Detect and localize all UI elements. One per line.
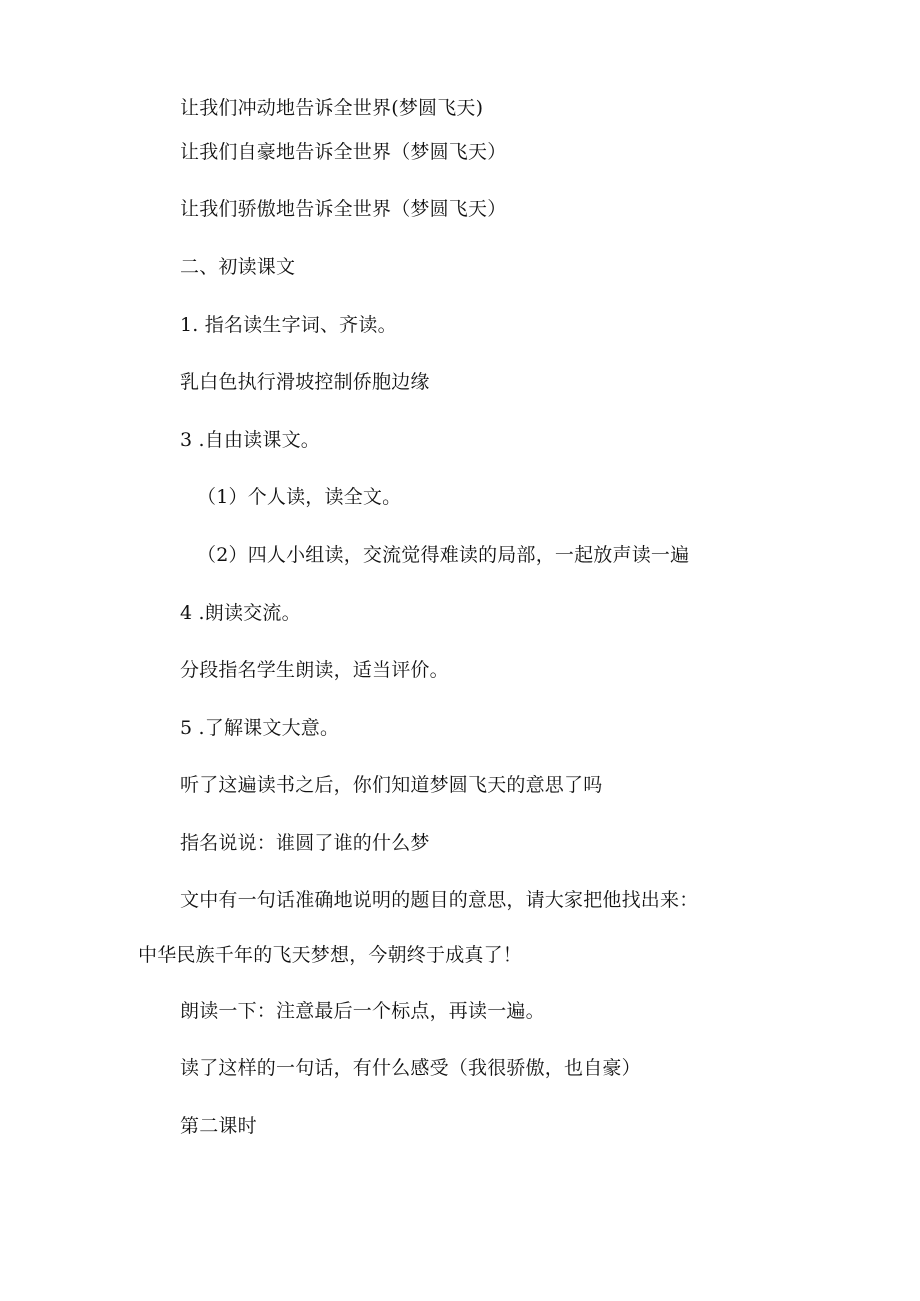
text-line-17: 朗读一下：注意最后一个标点，再读一遍。 [180,1000,545,1022]
text-line-8: （1）个人读，读全文。 [197,486,402,508]
section-heading: 二、初读课文 [180,256,296,278]
text-line-15: 文中有一句话准确地说明的题目的意思，请大家把他找出来： [180,889,699,911]
text-line-12: 5 .了解课文大意。 [180,717,340,739]
text-line-7: 3 .自由读课文。 [180,429,320,451]
vocabulary-line: 乳白色执行滑坡控制侨胞边缘 [180,371,430,393]
lesson-heading: 第二课时 [180,1115,257,1137]
text-line-18: 读了这样的一句话，有什么感受（我很骄傲，也自豪） [180,1057,641,1079]
text-line-1: 让我们冲动地告诉全世界(梦圆飞天) [180,97,484,119]
text-line-2: 让我们自豪地告诉全世界（梦圆飞天） [180,141,507,163]
text-line-13: 听了这遍读书之后，你们知道梦圆飞天的意思了吗 [180,774,603,796]
text-line-9: （2）四人小组读，交流觉得难读的局部，一起放声读一遍 [197,544,690,566]
text-line-3: 让我们骄傲地告诉全世界（梦圆飞天） [180,198,507,220]
text-line-10: 4 .朗读交流。 [180,602,301,624]
text-line-5: 1. 指名读生字词、齐读。 [180,314,397,336]
text-line-16: 中华民族千年的飞天梦想，今朝终于成真了！ [138,944,523,966]
text-line-14: 指名说说：谁圆了谁的什么梦 [180,832,430,854]
text-line-11: 分段指名学生朗读，适当评价。 [180,659,449,681]
